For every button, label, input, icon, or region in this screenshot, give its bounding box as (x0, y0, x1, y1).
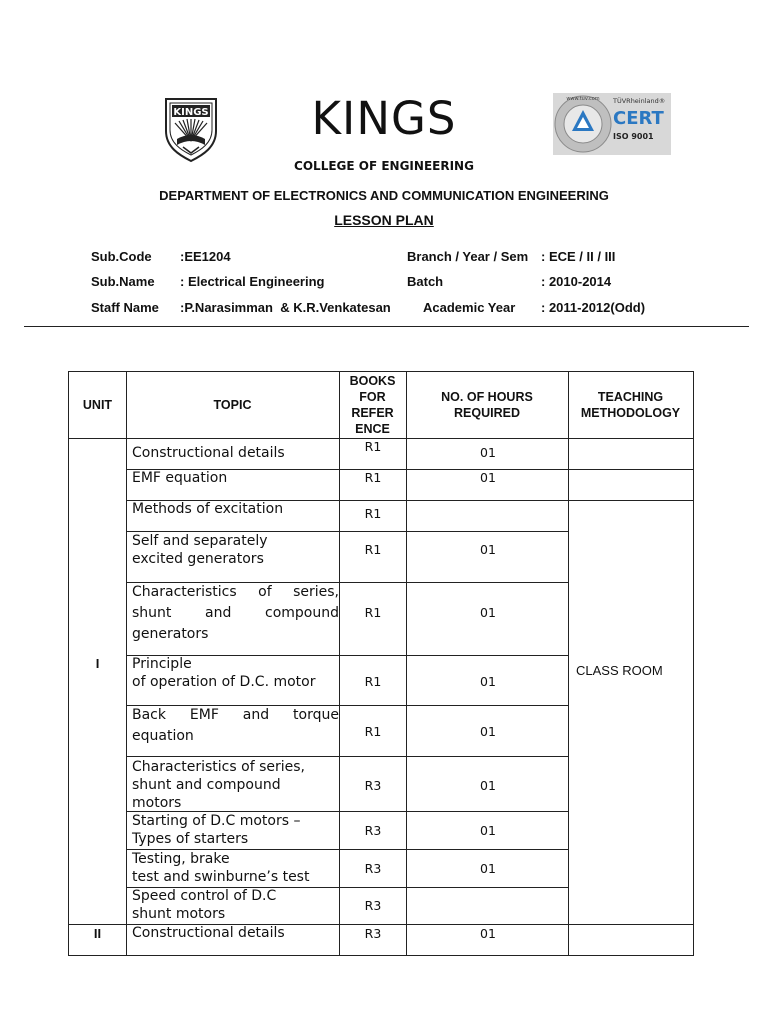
hours-cell: 01 (480, 926, 496, 941)
header-topic: TOPIC (213, 398, 252, 412)
topic-line: Self and separately (132, 533, 268, 549)
staff-name-label: Staff Name (91, 300, 159, 315)
topic-cell (132, 500, 339, 518)
academic-year-label: Academic Year (423, 300, 516, 315)
header-books (339, 372, 406, 438)
staff-name-value: :P.Narasimman & K.R.Venkatesan (180, 300, 391, 315)
header-books-line: FOR (359, 390, 386, 404)
topic-cell (132, 850, 339, 886)
svg-text:ISO 9001: ISO 9001 (613, 132, 654, 141)
sub-code-value: :EE1204 (180, 249, 231, 264)
hours-cell: 01 (480, 823, 496, 838)
topic-line: Speed control of D.C (132, 888, 277, 904)
column-divider (126, 372, 127, 955)
header-hours-line: NO. OF HOURS (441, 390, 533, 404)
college-subtitle: COLLEGE OF ENGINEERING (294, 159, 474, 173)
books-cell: R3 (364, 778, 382, 793)
books-cell: R1 (364, 674, 382, 689)
row-divider (568, 469, 693, 470)
header-method-line: TEACHING (597, 390, 664, 404)
sub-code-label: Sub.Code (91, 249, 152, 264)
topic-line: Constructional details (132, 445, 285, 461)
hours-cell: 01 (480, 470, 496, 485)
topic-line: shunt and compound (132, 777, 281, 793)
books-cell: R1 (364, 470, 382, 485)
topic-cell (132, 705, 339, 747)
document-title: LESSON PLAN (334, 212, 434, 228)
topic-line: Constructional details (132, 925, 285, 941)
hours-cell: 01 (480, 724, 496, 739)
books-cell: R3 (364, 861, 382, 876)
header-methodology (568, 372, 693, 438)
topic-line: Characteristics of series, (132, 584, 339, 600)
row-divider (126, 756, 568, 757)
branch-value: : ECE / II / III (541, 249, 616, 264)
column-divider (568, 372, 569, 955)
topic-cell (132, 924, 339, 942)
batch-label: Batch (407, 274, 444, 289)
row-divider (568, 500, 693, 501)
academic-year-value: : 2011-2012(Odd) (541, 300, 646, 315)
hours-cell: 01 (480, 605, 496, 620)
topic-line: generators (132, 626, 209, 642)
topic-cell (132, 582, 339, 645)
books-cell: R1 (364, 439, 382, 454)
header-books-line: BOOKS (349, 374, 396, 388)
topic-cell (132, 758, 339, 812)
topic-line: equation (132, 728, 194, 744)
hours-cell: 01 (480, 445, 496, 460)
topic-line: Principle (132, 656, 192, 672)
svg-text:TÜVRheinland®: TÜVRheinland® (613, 97, 666, 105)
books-cell: R1 (364, 506, 382, 521)
branch-label: Branch / Year / Sem (407, 249, 529, 264)
topic-cell (132, 469, 339, 487)
methodology-class-room: CLASS ROOM (576, 663, 663, 678)
lesson-plan-table (68, 371, 694, 956)
header-method-line: METHODOLOGY (580, 406, 681, 420)
topic-line: excited generators (132, 551, 264, 567)
books-cell: R1 (364, 605, 382, 620)
sub-name-label: Sub.Name (91, 274, 155, 289)
department-name: DEPARTMENT OF ELECTRONICS AND COMMUNICATION ENGINEERING (159, 188, 609, 203)
header-unit: UNIT (82, 398, 113, 412)
topic-line: EMF equation (132, 470, 228, 486)
topic-cell (132, 812, 339, 848)
topic-line: Methods of excitation (132, 501, 284, 517)
header-divider (24, 326, 749, 327)
column-divider (406, 372, 407, 955)
books-cell: R3 (364, 823, 382, 838)
header-books-line: ENCE (355, 422, 390, 436)
books-cell: R1 (364, 542, 382, 557)
topic-line: motors (132, 795, 182, 811)
sub-name-value: : Electrical Engineering (180, 274, 325, 289)
books-cell: R3 (364, 926, 382, 941)
topic-line: shunt and compound (132, 605, 339, 621)
books-cell: R1 (364, 724, 382, 739)
topic-cell (132, 444, 339, 462)
tuv-cert-logo (553, 93, 671, 155)
hours-cell: 01 (480, 674, 496, 689)
unit-number: II (93, 926, 102, 941)
batch-value: : 2010-2014 (541, 274, 612, 289)
topic-cell (132, 532, 339, 568)
topic-cell (132, 887, 339, 923)
svg-text:www.tuv.com: www.tuv.com (566, 96, 600, 102)
header-books-line: REFER (351, 406, 394, 420)
topic-line: shunt motors (132, 906, 226, 922)
unit-number: I (95, 656, 100, 671)
svg-text:CERT: CERT (613, 108, 664, 129)
hours-cell: 01 (480, 778, 496, 793)
hours-cell: 01 (480, 861, 496, 876)
header-hours (406, 372, 568, 438)
topic-line: Back EMF and torque (132, 707, 339, 723)
topic-cell (132, 655, 339, 691)
topic-line: of operation of D.C. motor (132, 674, 316, 690)
header-hours-line: REQUIRED (454, 406, 520, 420)
topic-line: Testing, brake (132, 851, 230, 867)
hours-cell: 01 (480, 542, 496, 557)
svg-text:KINGS: KINGS (173, 107, 209, 118)
topic-line: Characteristics of series, (132, 759, 305, 775)
books-cell: R3 (364, 898, 382, 913)
column-divider (339, 372, 340, 955)
college-title: KINGS (311, 92, 457, 145)
topic-line: test and swinburne’s test (132, 869, 310, 885)
topic-line: Types of starters (132, 831, 249, 847)
topic-line: Starting of D.C motors – (132, 813, 301, 829)
